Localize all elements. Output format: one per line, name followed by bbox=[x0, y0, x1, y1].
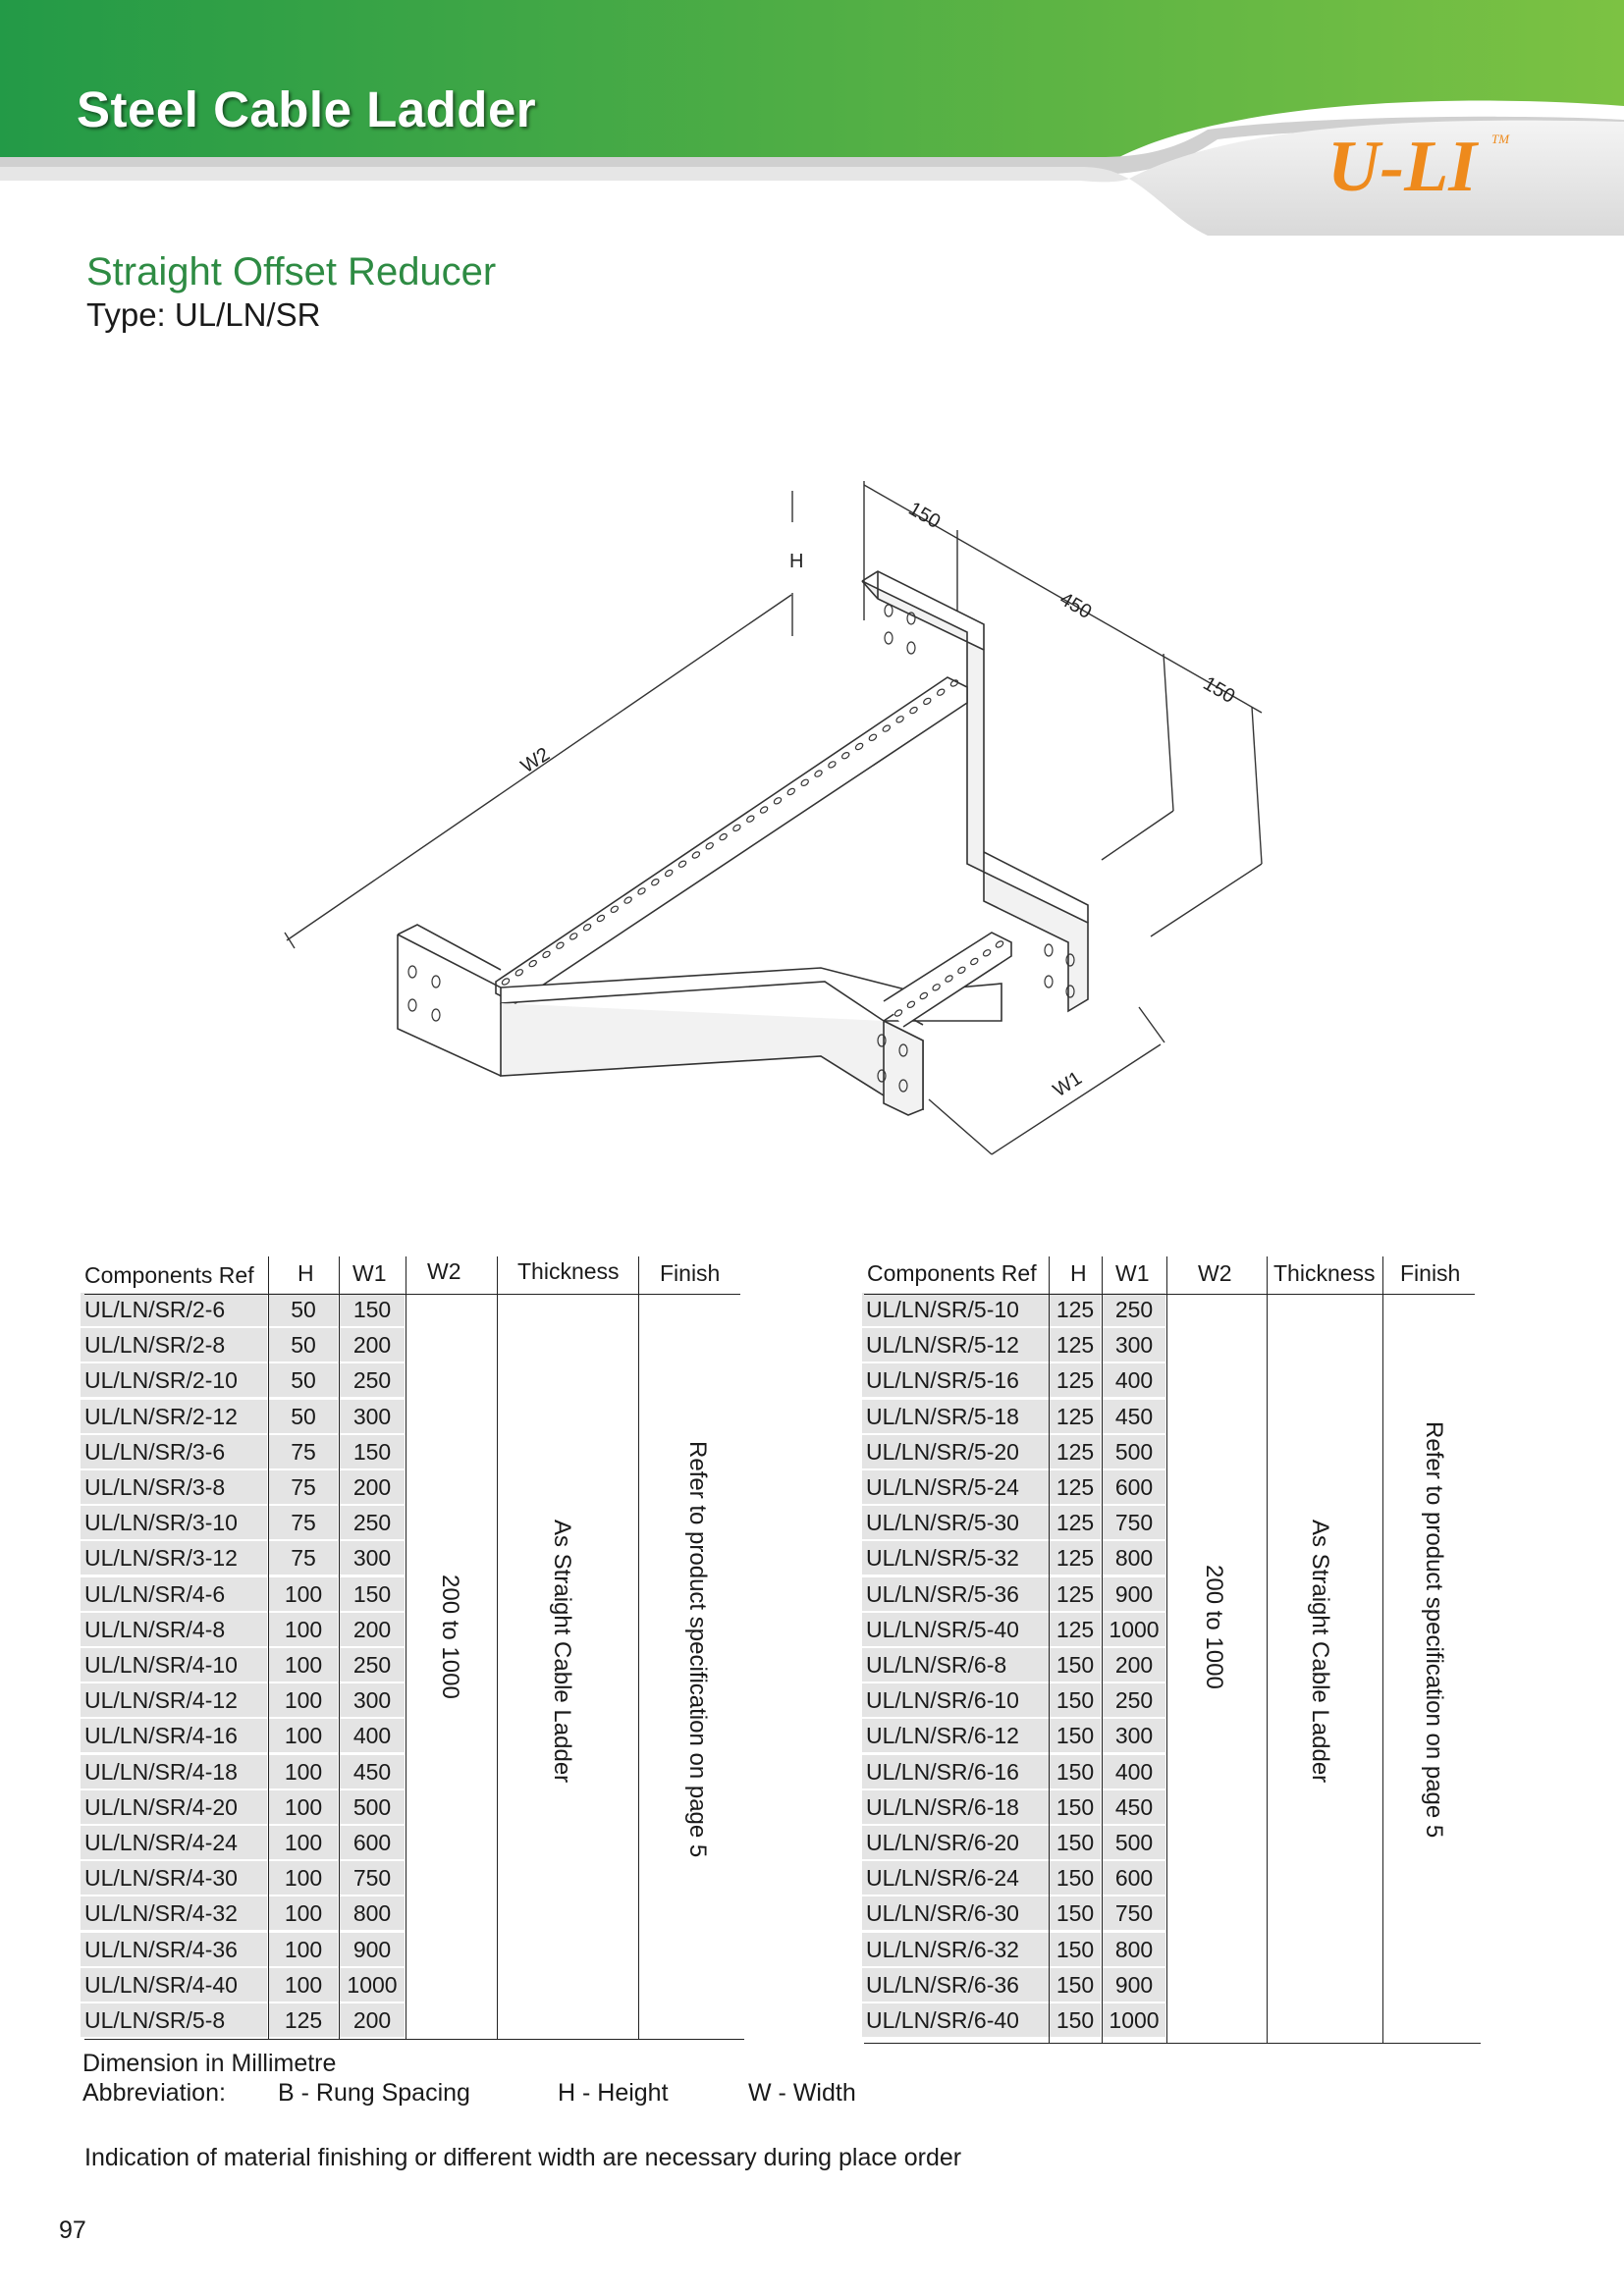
finish-value: Refer to product specification on page 5 bbox=[684, 1441, 711, 1858]
cell-component-ref: UL/LN/SR/6-20 bbox=[862, 1826, 1049, 1859]
cell-component-ref: UL/LN/SR/6-32 bbox=[862, 1933, 1049, 1966]
dimension-note: Dimension in Millimetre bbox=[82, 2050, 337, 2077]
cell-width-w1: 500 bbox=[340, 1790, 405, 1824]
cell-width-w1: 250 bbox=[1103, 1293, 1165, 1326]
cell-height: 100 bbox=[269, 1577, 338, 1611]
col-header-w2: W2 bbox=[427, 1258, 461, 1284]
cell-width-w1: 150 bbox=[340, 1293, 405, 1326]
cell-component-ref: UL/LN/SR/4-12 bbox=[81, 1683, 267, 1717]
col-header-ref: Components Ref bbox=[84, 1262, 254, 1288]
cell-width-w1: 300 bbox=[340, 1683, 405, 1717]
abbreviation-w: W - Width bbox=[748, 2079, 856, 2107]
abbreviation-h: H - Height bbox=[558, 2079, 669, 2107]
cell-component-ref: UL/LN/SR/5-24 bbox=[862, 1470, 1049, 1504]
thickness-value: As Straight Cable Ladder bbox=[1307, 1520, 1333, 1784]
cell-width-w1: 750 bbox=[340, 1861, 405, 1895]
cell-component-ref: UL/LN/SR/3-12 bbox=[81, 1541, 267, 1575]
cell-width-w1: 250 bbox=[340, 1648, 405, 1682]
thickness-value: As Straight Cable Ladder bbox=[549, 1520, 575, 1784]
cell-height: 125 bbox=[1050, 1541, 1101, 1575]
cell-component-ref: UL/LN/SR/6-24 bbox=[862, 1861, 1049, 1895]
cell-height: 50 bbox=[269, 1363, 338, 1397]
cell-component-ref: UL/LN/SR/5-40 bbox=[862, 1613, 1049, 1646]
cell-width-w1: 800 bbox=[1103, 1933, 1165, 1966]
cell-height: 150 bbox=[1050, 1826, 1101, 1859]
cell-width-w1: 200 bbox=[340, 1328, 405, 1362]
cell-width-w1: 500 bbox=[1103, 1435, 1165, 1468]
cell-component-ref: UL/LN/SR/5-20 bbox=[862, 1435, 1049, 1468]
cell-component-ref: UL/LN/SR/4-32 bbox=[81, 1896, 267, 1930]
label-w2: W2 bbox=[516, 743, 554, 778]
cell-component-ref: UL/LN/SR/4-6 bbox=[81, 1577, 267, 1611]
cell-width-w1: 500 bbox=[1103, 1826, 1165, 1859]
cell-height: 150 bbox=[1050, 2003, 1101, 2037]
label-w1: W1 bbox=[1049, 1067, 1086, 1102]
cell-component-ref: UL/LN/SR/4-36 bbox=[81, 1933, 267, 1966]
cell-component-ref: UL/LN/SR/6-30 bbox=[862, 1896, 1049, 1930]
cell-width-w1: 450 bbox=[1103, 1790, 1165, 1824]
cell-height: 150 bbox=[1050, 1896, 1101, 1930]
cell-component-ref: UL/LN/SR/4-24 bbox=[81, 1826, 267, 1859]
cell-height: 150 bbox=[1050, 1968, 1101, 2002]
cell-width-w1: 250 bbox=[1103, 1683, 1165, 1717]
product-type: Type: UL/LN/SR bbox=[86, 296, 321, 333]
cell-height: 50 bbox=[269, 1293, 338, 1326]
cell-width-w1: 200 bbox=[340, 1613, 405, 1646]
cell-component-ref: UL/LN/SR/4-18 bbox=[81, 1755, 267, 1789]
cell-width-w1: 450 bbox=[340, 1755, 405, 1789]
cell-width-w1: 400 bbox=[340, 1719, 405, 1752]
cell-component-ref: UL/LN/SR/4-8 bbox=[81, 1613, 267, 1646]
cell-height: 125 bbox=[1050, 1363, 1101, 1397]
col-header-w1: W1 bbox=[1115, 1260, 1150, 1286]
cell-width-w1: 750 bbox=[1103, 1896, 1165, 1930]
cell-width-w1: 300 bbox=[340, 1541, 405, 1575]
cell-component-ref: UL/LN/SR/4-30 bbox=[81, 1861, 267, 1895]
cell-width-w1: 1000 bbox=[1103, 1613, 1165, 1646]
cell-width-w1: 250 bbox=[340, 1363, 405, 1397]
cell-height: 100 bbox=[269, 1861, 338, 1895]
cell-width-w1: 250 bbox=[340, 1506, 405, 1539]
cell-width-w1: 150 bbox=[340, 1577, 405, 1611]
cell-component-ref: UL/LN/SR/3-8 bbox=[81, 1470, 267, 1504]
col-header-thickness: Thickness bbox=[517, 1258, 620, 1284]
rung-slots bbox=[501, 679, 1004, 1018]
w2-value: 200 to 1000 bbox=[437, 1575, 463, 1699]
cell-height: 100 bbox=[269, 1719, 338, 1752]
cell-width-w1: 1000 bbox=[340, 1968, 405, 2002]
w2-value: 200 to 1000 bbox=[1201, 1565, 1227, 1689]
col-header-h: H bbox=[298, 1260, 314, 1286]
cell-component-ref: UL/LN/SR/3-6 bbox=[81, 1435, 267, 1468]
cell-component-ref: UL/LN/SR/6-16 bbox=[862, 1755, 1049, 1789]
cell-component-ref: UL/LN/SR/6-36 bbox=[862, 1968, 1049, 2002]
cell-component-ref: UL/LN/SR/5-18 bbox=[862, 1400, 1049, 1433]
cell-component-ref: UL/LN/SR/2-8 bbox=[81, 1328, 267, 1362]
cell-component-ref: UL/LN/SR/2-12 bbox=[81, 1400, 267, 1433]
cell-component-ref: UL/LN/SR/6-40 bbox=[862, 2003, 1049, 2037]
cell-height: 150 bbox=[1050, 1755, 1101, 1789]
cell-height: 125 bbox=[1050, 1328, 1101, 1362]
cell-height: 100 bbox=[269, 1613, 338, 1646]
cell-height: 125 bbox=[1050, 1293, 1101, 1326]
cell-component-ref: UL/LN/SR/5-8 bbox=[81, 2003, 267, 2037]
label-150-top: 150 bbox=[904, 498, 945, 534]
trademark-mark: TM bbox=[1491, 132, 1510, 146]
label-h: H bbox=[789, 551, 804, 572]
cell-height: 125 bbox=[1050, 1400, 1101, 1433]
col-header-finish: Finish bbox=[1400, 1260, 1461, 1286]
cell-width-w1: 900 bbox=[1103, 1577, 1165, 1611]
cell-height: 125 bbox=[269, 2003, 338, 2037]
cell-component-ref: UL/LN/SR/6-8 bbox=[862, 1648, 1049, 1682]
cell-height: 125 bbox=[1050, 1435, 1101, 1468]
cell-height: 150 bbox=[1050, 1719, 1101, 1752]
cell-height: 125 bbox=[1050, 1506, 1101, 1539]
col-header-h: H bbox=[1070, 1260, 1087, 1286]
cell-component-ref: UL/LN/SR/5-12 bbox=[862, 1328, 1049, 1362]
cell-component-ref: UL/LN/SR/4-10 bbox=[81, 1648, 267, 1682]
cell-component-ref: UL/LN/SR/5-32 bbox=[862, 1541, 1049, 1575]
cell-height: 75 bbox=[269, 1541, 338, 1575]
cell-width-w1: 400 bbox=[1103, 1755, 1165, 1789]
cell-width-w1: 300 bbox=[1103, 1719, 1165, 1752]
cell-width-w1: 150 bbox=[340, 1435, 405, 1468]
cell-height: 150 bbox=[1050, 1683, 1101, 1717]
cell-width-w1: 800 bbox=[1103, 1541, 1165, 1575]
cell-width-w1: 200 bbox=[340, 1470, 405, 1504]
cell-width-w1: 300 bbox=[1103, 1328, 1165, 1362]
abbreviation-label: Abbreviation: bbox=[82, 2079, 226, 2107]
cell-width-w1: 800 bbox=[340, 1896, 405, 1930]
cell-width-w1: 750 bbox=[1103, 1506, 1165, 1539]
cell-component-ref: UL/LN/SR/5-10 bbox=[862, 1293, 1049, 1326]
cell-height: 50 bbox=[269, 1328, 338, 1362]
col-header-thickness: Thickness bbox=[1273, 1260, 1376, 1286]
cell-height: 100 bbox=[269, 1896, 338, 1930]
cell-height: 125 bbox=[1050, 1470, 1101, 1504]
cell-height: 100 bbox=[269, 1755, 338, 1789]
brand-logo: U-LI bbox=[1327, 127, 1478, 207]
cell-width-w1: 300 bbox=[340, 1400, 405, 1433]
label-450: 450 bbox=[1056, 588, 1096, 624]
cell-height: 100 bbox=[269, 1790, 338, 1824]
cell-height: 125 bbox=[1050, 1613, 1101, 1646]
cell-width-w1: 450 bbox=[1103, 1400, 1165, 1433]
cell-height: 75 bbox=[269, 1435, 338, 1468]
cell-height: 150 bbox=[1050, 1648, 1101, 1682]
cell-height: 150 bbox=[1050, 1861, 1101, 1895]
cell-component-ref: UL/LN/SR/4-40 bbox=[81, 1968, 267, 2002]
cell-component-ref: UL/LN/SR/5-36 bbox=[862, 1577, 1049, 1611]
cell-component-ref: UL/LN/SR/2-6 bbox=[81, 1293, 267, 1326]
cell-width-w1: 900 bbox=[340, 1933, 405, 1966]
page-number: 97 bbox=[59, 2216, 86, 2244]
page-title: Steel Cable Ladder bbox=[77, 81, 537, 137]
cell-height: 100 bbox=[269, 1968, 338, 2002]
cell-width-w1: 600 bbox=[1103, 1470, 1165, 1504]
cell-width-w1: 1000 bbox=[1103, 2003, 1165, 2037]
cell-component-ref: UL/LN/SR/5-16 bbox=[862, 1363, 1049, 1397]
cell-width-w1: 200 bbox=[1103, 1648, 1165, 1682]
cell-height: 50 bbox=[269, 1400, 338, 1433]
cell-width-w1: 600 bbox=[340, 1826, 405, 1859]
cell-component-ref: UL/LN/SR/6-12 bbox=[862, 1719, 1049, 1752]
cell-width-w1: 400 bbox=[1103, 1363, 1165, 1397]
cell-component-ref: UL/LN/SR/6-10 bbox=[862, 1683, 1049, 1717]
col-header-finish: Finish bbox=[660, 1260, 721, 1286]
finish-value: Refer to product specification on page 5 bbox=[1421, 1421, 1447, 1839]
col-header-w2: W2 bbox=[1198, 1260, 1232, 1286]
order-note: Indication of material finishing or different width are necessary during place order bbox=[84, 2144, 962, 2171]
cell-height: 100 bbox=[269, 1683, 338, 1717]
cell-height: 125 bbox=[1050, 1577, 1101, 1611]
cell-width-w1: 600 bbox=[1103, 1861, 1165, 1895]
product-title: Straight Offset Reducer bbox=[86, 250, 497, 294]
cell-component-ref: UL/LN/SR/3-10 bbox=[81, 1506, 267, 1539]
cell-height: 100 bbox=[269, 1826, 338, 1859]
col-header-w1: W1 bbox=[352, 1260, 387, 1286]
col-header-ref: Components Ref bbox=[867, 1260, 1037, 1286]
cell-height: 100 bbox=[269, 1933, 338, 1966]
cell-height: 75 bbox=[269, 1470, 338, 1504]
cell-component-ref: UL/LN/SR/2-10 bbox=[81, 1363, 267, 1397]
cell-component-ref: UL/LN/SR/4-20 bbox=[81, 1790, 267, 1824]
label-150-right: 150 bbox=[1199, 672, 1239, 709]
cell-component-ref: UL/LN/SR/5-30 bbox=[862, 1506, 1049, 1539]
cell-component-ref: UL/LN/SR/6-18 bbox=[862, 1790, 1049, 1824]
cell-height: 75 bbox=[269, 1506, 338, 1539]
cable-ladder-shape bbox=[398, 571, 1088, 1115]
cell-height: 150 bbox=[1050, 1933, 1101, 1966]
cell-component-ref: UL/LN/SR/4-16 bbox=[81, 1719, 267, 1752]
cell-width-w1: 900 bbox=[1103, 1968, 1165, 2002]
cell-width-w1: 200 bbox=[340, 2003, 405, 2037]
cell-height: 100 bbox=[269, 1648, 338, 1682]
cell-height: 150 bbox=[1050, 1790, 1101, 1824]
abbreviation-b: B - Rung Spacing bbox=[278, 2079, 470, 2107]
